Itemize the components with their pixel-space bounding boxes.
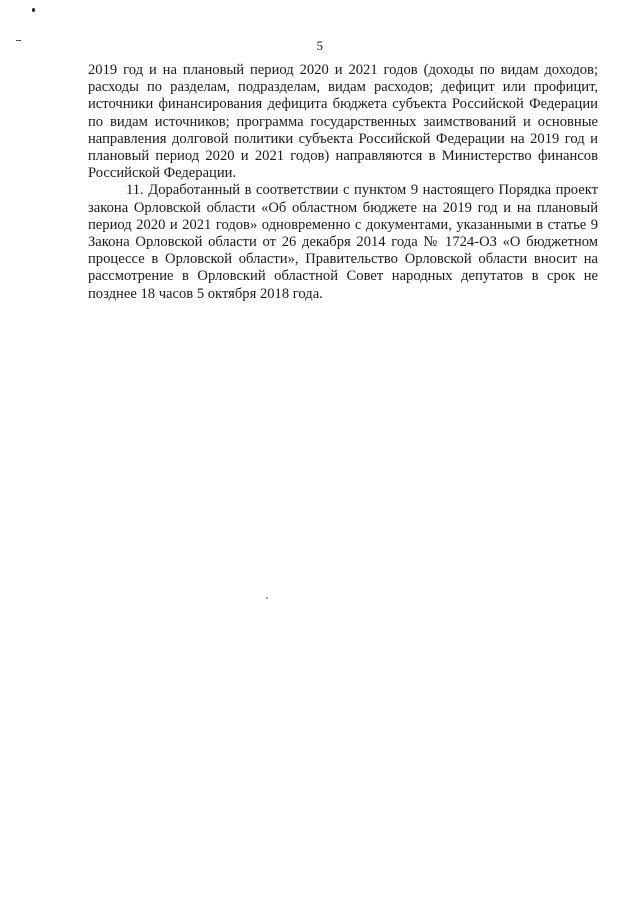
paragraph-item-11: 11. Доработанный в соответствии с пунктом 9 настоящего Порядка проект закона Орловской области «Об областном бюджете на 2019 год и на плановый период 2020 и 2021 годов» одновременно с документами, указанными в статье 9 Закона Орловской области от 26 декабря 2014 года № 1724-ОЗ «О бюджетном процессе в Орловской области», Правительство Орловской области вносит на рассмотрение в Орловский областной Совет народных депутатов в срок не позднее 18 часов 5 октября 2018 года. bbox=[88, 182, 598, 302]
scan-speck bbox=[32, 8, 35, 12]
paragraph-continuation: 2019 год и на плановый период 2020 и 2021 годов (доходы по видам доходов; расходы по разделам, подразделам, видам расходов; дефицит или профицит, источники финансирования дефицита бюджета субъекта Российской Федерации по видам источников; программа государственных заимствований и основные направления долговой политики субъекта Российской Федерации на 2019 год и плановый период 2020 и 2021 годов) направляются в Министерство финансов Российской Федерации. bbox=[88, 62, 598, 182]
page-number: 5 bbox=[316, 38, 324, 53]
document-body bbox=[88, 62, 598, 303]
scan-speck bbox=[266, 597, 268, 599]
